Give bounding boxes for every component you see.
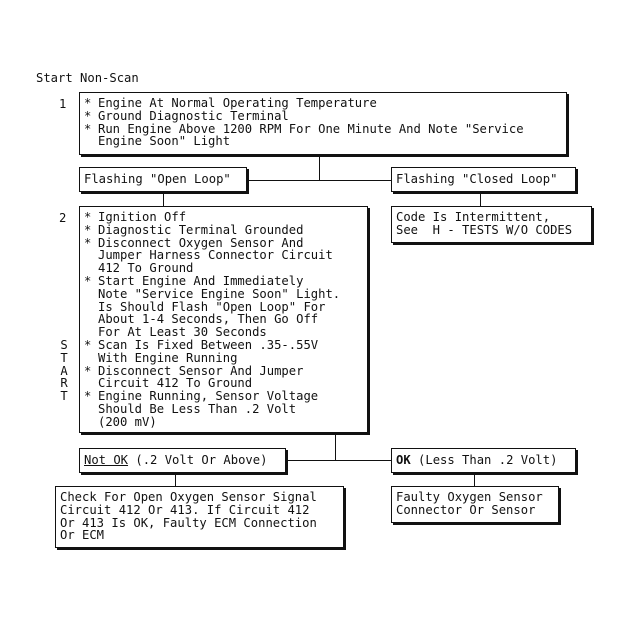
step-1-box (79, 92, 567, 155)
step-2-item-1: * Ignition Off (84, 210, 187, 224)
chart-title: Start Non-Scan (36, 71, 139, 85)
connector-step1-down (319, 157, 320, 180)
step-1-item-1: * Engine At Normal Operating Temperature (84, 96, 377, 110)
connector-not-ok-down (175, 475, 176, 486)
step-2-item-5: * Scan Is Fixed Between .35-.55V With Engine Running (84, 337, 319, 365)
step-2-item-3: * Disconnect Oxygen Sensor And Jumper Harness Connector Circuit 412 To Ground (84, 235, 333, 276)
step-1-item-2: * Ground Diagnostic Terminal (84, 108, 289, 123)
connector-closed-loop-down (480, 194, 481, 206)
step-2-list (82, 211, 340, 429)
label-closed-loop: Flashing "Closed Loop" (391, 167, 576, 192)
step-2-item-7: * Engine Running, Sensor Voltage Should Be Less Than .2 Volt (200 mV) (84, 389, 319, 429)
connector-ok-down (474, 475, 475, 486)
step-2-item-2: * Diagnostic Terminal Grounded (84, 222, 304, 237)
result-ok-box: Faulty Oxygen Sensor Connector Or Sensor (391, 486, 559, 523)
step-1-item-3: * Run Engine Above 1200 RPM For One Minute And Note "Service Engine Soon" Light (84, 121, 524, 149)
step-1-list (82, 97, 524, 148)
step-2-item-4: * Start Engine And Immediately Note "Service Engine Soon" Light. Is Should Flash "Open Loop" For About 1-4 Seconds, Then Go Off For At Least 30 Seconds (84, 273, 341, 340)
connector-branch1-horizontal (248, 180, 392, 181)
connector-branch2-horizontal (287, 460, 391, 461)
connector-open-loop-down (163, 194, 164, 206)
step-2-number: 2 (59, 211, 67, 225)
label-ok: OK (Less Than .2 Volt) (391, 448, 576, 473)
result-not-ok-box: Check For Open Oxygen Sensor Signal Circuit 412 Or 413. If Circuit 412 Or 413 Is OK, Faulty ECM Connection Or ECM (55, 486, 344, 548)
step-1-number: 1 (59, 97, 67, 111)
label-not-ok: Not OK (.2 Volt Or Above) (79, 448, 286, 473)
intermittent-box: Code Is Intermittent, See H - TESTS W/O CODES (391, 206, 592, 243)
step-2-item-6: * Disconnect Sensor And Jumper Circuit 412 To Ground (84, 363, 304, 391)
step-2-box (79, 206, 368, 433)
start-vertical-label: S T A R T (60, 338, 68, 404)
label-open-loop: Flashing "Open Loop" (79, 167, 247, 192)
connector-step2-down (335, 435, 336, 460)
